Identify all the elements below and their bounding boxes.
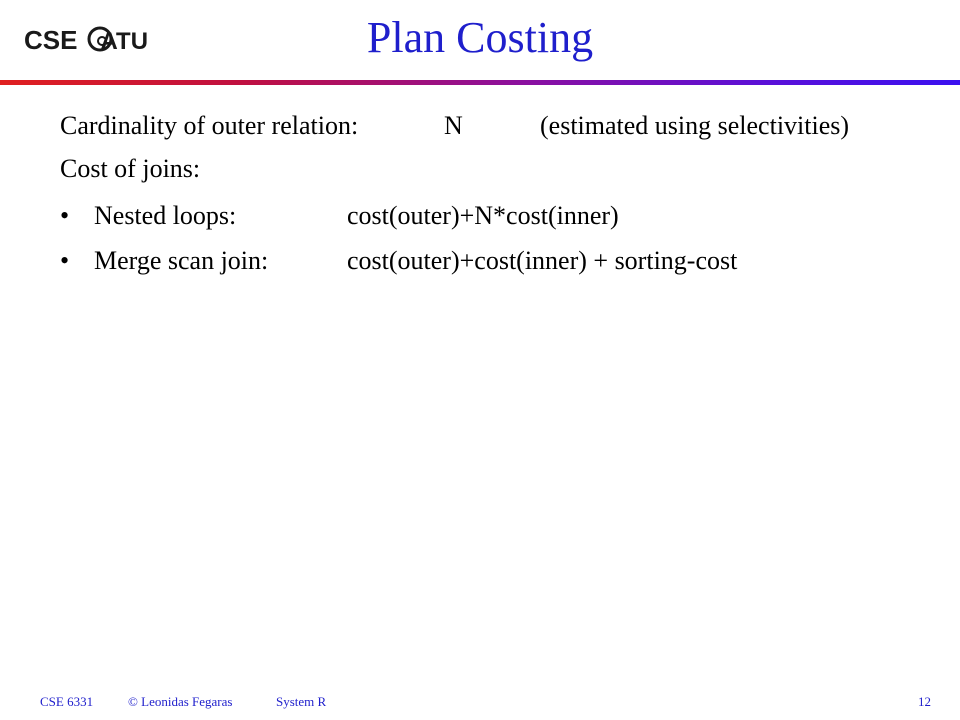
footer-page-number: 12 bbox=[918, 694, 931, 709]
cardinality-value: N bbox=[444, 111, 463, 140]
bullet-value: cost(outer)+N*cost(inner) bbox=[347, 201, 619, 230]
bullet-value: cost(outer)+cost(inner) + sorting-cost bbox=[347, 246, 738, 275]
cardinality-label: Cardinality of outer relation: bbox=[60, 111, 359, 140]
logo-text-left: CSE bbox=[24, 25, 78, 55]
logo-text-right: UTA bbox=[100, 28, 148, 55]
bullet-label: Nested loops: bbox=[94, 201, 237, 230]
footer-author: © Leonidas Fegaras bbox=[128, 694, 233, 709]
bullet-marker: • bbox=[60, 201, 70, 230]
cardinality-note: (estimated using selectivities) bbox=[540, 111, 850, 140]
slide-title: Plan Costing bbox=[366, 13, 594, 62]
cost-of-joins-line: Cost of joins: bbox=[60, 154, 201, 183]
footer-topic: System R bbox=[276, 694, 327, 709]
footer-course: CSE 6331 bbox=[40, 694, 94, 709]
bullet-label: Merge scan join: bbox=[94, 246, 269, 275]
title-divider bbox=[0, 80, 960, 85]
bullet-marker: • bbox=[60, 246, 70, 275]
